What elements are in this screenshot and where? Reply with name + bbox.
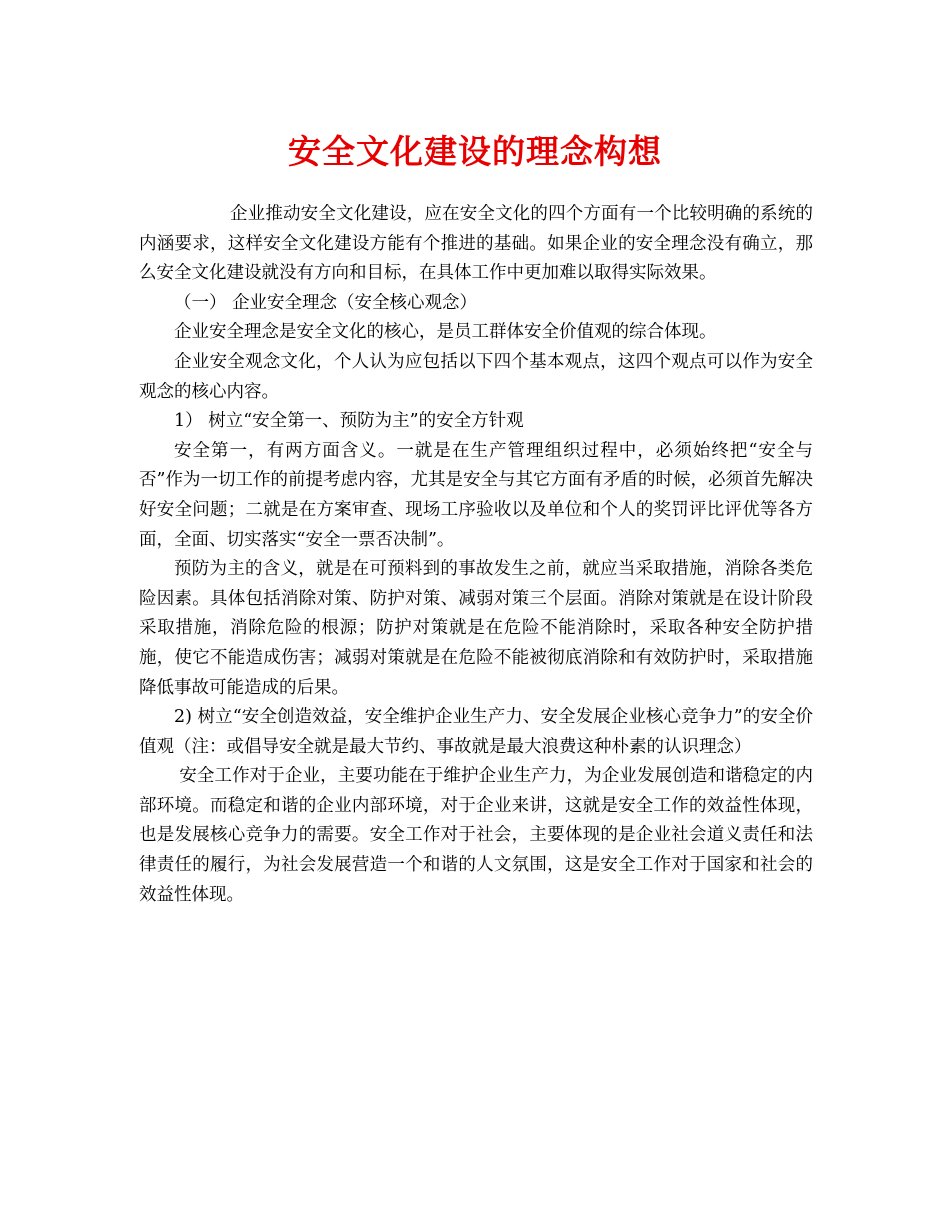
paragraph: 企业安全理念是安全文化的核心，是员工群体安全价值观的综合体现。	[174, 322, 717, 343]
document-title: 安全文化建设的理念构想	[288, 132, 662, 171]
document-body	[139, 200, 813, 910]
section-heading-1: （一） 企业安全理念（安全核心观念）	[174, 292, 478, 313]
paragraph: 安全第一，有两方面含义。一就是在生产管理组织过程中，必须始终把“安全与否”作为一切工作的前提考虑内容，尤其是安全与其它方面有矛盾的时候，必须首先解决好安全问题；二就是在方案审查、现场工序验收以及单位和个人的奖罚评比评优等各方面，全面、切实落实“安全一票否决制”。	[139, 440, 813, 550]
paragraph: 企业安全观念文化，个人认为应包括以下四个基本观点，这四个观点可以作为安全观念的核心内容。	[139, 351, 813, 402]
list-item-heading-2: 2) 树立“安全创造效益，安全维护企业生产力、安全发展企业核心竞争力”的安全价值观（注：或倡导安全就是最大节约、事故就是最大浪费这种朴素的认识理念）	[139, 707, 813, 757]
paragraph-intro: 企业推动安全文化建设，应在安全文化的四个方面有一个比较明确的系统的内涵要求，这样安全文化建设方能有个推进的基础。如果企业的安全理念没有确立，那么安全文化建设就没有方向和目标，在具体工作中更加难以取得实际效果。	[139, 204, 813, 284]
paragraph: 预防为主的含义，就是在可预料到的事故发生之前，就应当采取措施，消除各类危险因素。具体包括消除对策、防护对策、减弱对策三个层面。消除对策就是在设计阶段采取措施，消除危险的根源；防护对策就是在危险不能消除时，采取各种安全防护措施，使它不能造成伤害；减弱对策就是在危险不能被彻底消除和有效防护时，采取措施降低事故可能造成的后果。	[139, 559, 813, 698]
paragraph: 安全工作对于企业，主要功能在于维护企业生产力，为企业发展创造和谐稳定的内部环境。而稳定和谐的企业内部环境，对于企业来讲，这就是安全工作的效益性体现，也是发展核心竞争力的需要。安全工作对于社会，主要体现的是企业社会道义责任和法律责任的履行，为社会发展营造一个和谐的人文氛围，这是安全工作对于国家和社会的效益性体现。	[139, 766, 813, 905]
list-item-heading-1: 1） 树立“安全第一、预防为主”的安全方针观	[174, 411, 524, 432]
